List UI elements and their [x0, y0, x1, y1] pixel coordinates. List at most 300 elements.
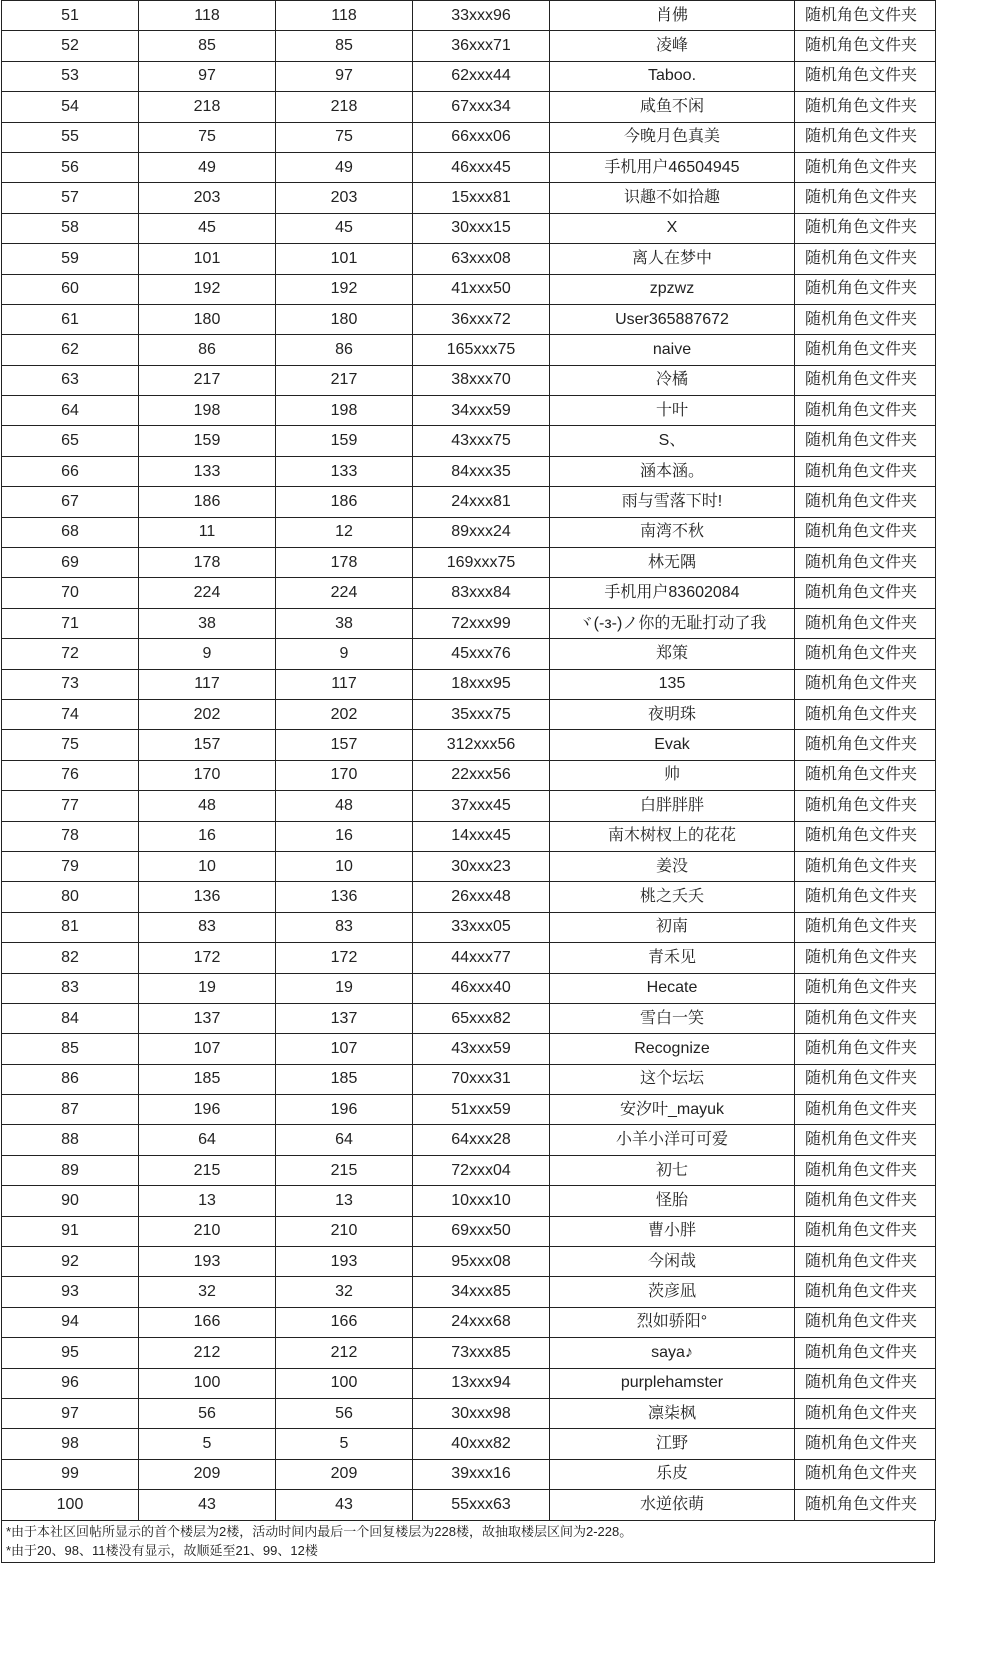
- drawn-number-cell: 75: [139, 122, 276, 152]
- table-row: [2, 274, 936, 304]
- floor-cell: 100: [276, 1368, 413, 1398]
- floor-cell: 13: [276, 1186, 413, 1216]
- nickname-cell: 冷橘: [550, 365, 795, 395]
- table-row: [2, 183, 936, 213]
- table-row: [2, 152, 936, 182]
- floor-cell: 12: [276, 517, 413, 547]
- floor-cell: 224: [276, 578, 413, 608]
- floor-cell: 159: [276, 426, 413, 456]
- user-id-cell: 65xxx82: [413, 1003, 550, 1033]
- floor-cell: 117: [276, 669, 413, 699]
- floor-cell: 218: [276, 92, 413, 122]
- user-id-cell: 62xxx44: [413, 61, 550, 91]
- table-row: [2, 1095, 936, 1125]
- floor-cell: 19: [276, 973, 413, 1003]
- winners-table: [1, 0, 936, 1521]
- prize-cell: 随机角色文件夹: [795, 578, 936, 608]
- floor-cell: 172: [276, 943, 413, 973]
- drawn-number-cell: 107: [139, 1034, 276, 1064]
- user-id-cell: 41xxx50: [413, 274, 550, 304]
- index-cell: 62: [2, 335, 139, 365]
- drawn-number-cell: 56: [139, 1398, 276, 1428]
- user-id-cell: 13xxx94: [413, 1368, 550, 1398]
- nickname-cell: 手机用户83602084: [550, 578, 795, 608]
- nickname-cell: 南木树杈上的花花: [550, 821, 795, 851]
- drawn-number-cell: 43: [139, 1490, 276, 1520]
- nickname-cell: 小羊小洋可可爱: [550, 1125, 795, 1155]
- nickname-cell: 江野: [550, 1429, 795, 1459]
- nickname-cell: Taboo.: [550, 61, 795, 91]
- prize-cell: 随机角色文件夹: [795, 487, 936, 517]
- prize-cell: 随机角色文件夹: [795, 912, 936, 942]
- table-row: [2, 1034, 936, 1064]
- drawn-number-cell: 202: [139, 699, 276, 729]
- user-id-cell: 26xxx48: [413, 882, 550, 912]
- floor-cell: 203: [276, 183, 413, 213]
- index-cell: 56: [2, 152, 139, 182]
- index-cell: 69: [2, 548, 139, 578]
- floor-cell: 136: [276, 882, 413, 912]
- index-cell: 65: [2, 426, 139, 456]
- index-cell: 72: [2, 639, 139, 669]
- drawn-number-cell: 178: [139, 548, 276, 578]
- index-cell: 51: [2, 1, 139, 31]
- prize-cell: 随机角色文件夹: [795, 61, 936, 91]
- nickname-cell: Recognize: [550, 1034, 795, 1064]
- floor-cell: 192: [276, 274, 413, 304]
- user-id-cell: 73xxx85: [413, 1338, 550, 1368]
- nickname-cell: 今晚月色真美: [550, 122, 795, 152]
- index-cell: 98: [2, 1429, 139, 1459]
- drawn-number-cell: 203: [139, 183, 276, 213]
- drawn-number-cell: 159: [139, 426, 276, 456]
- index-cell: 82: [2, 943, 139, 973]
- index-cell: 89: [2, 1155, 139, 1185]
- floor-cell: 107: [276, 1034, 413, 1064]
- nickname-cell: 雨与雪落下时!: [550, 487, 795, 517]
- index-cell: 54: [2, 92, 139, 122]
- prize-cell: 随机角色文件夹: [795, 1247, 936, 1277]
- drawn-number-cell: 212: [139, 1338, 276, 1368]
- index-cell: 83: [2, 973, 139, 1003]
- nickname-cell: 凛柒枫: [550, 1398, 795, 1428]
- nickname-cell: 离人在梦中: [550, 244, 795, 274]
- drawn-number-cell: 118: [139, 1, 276, 31]
- drawn-number-cell: 13: [139, 1186, 276, 1216]
- nickname-cell: S、: [550, 426, 795, 456]
- table-row: [2, 31, 936, 61]
- user-id-cell: 72xxx04: [413, 1155, 550, 1185]
- drawn-number-cell: 48: [139, 791, 276, 821]
- floor-cell: 5: [276, 1429, 413, 1459]
- prize-cell: 随机角色文件夹: [795, 1429, 936, 1459]
- floor-cell: 64: [276, 1125, 413, 1155]
- user-id-cell: 43xxx59: [413, 1034, 550, 1064]
- index-cell: 90: [2, 1186, 139, 1216]
- user-id-cell: 46xxx45: [413, 152, 550, 182]
- floor-cell: 166: [276, 1307, 413, 1337]
- user-id-cell: 36xxx71: [413, 31, 550, 61]
- floor-cell: 170: [276, 760, 413, 790]
- user-id-cell: 95xxx08: [413, 1247, 550, 1277]
- table-row: [2, 1368, 936, 1398]
- table-row: [2, 851, 936, 881]
- index-cell: 68: [2, 517, 139, 547]
- user-id-cell: 30xxx15: [413, 213, 550, 243]
- nickname-cell: 135: [550, 669, 795, 699]
- user-id-cell: 45xxx76: [413, 639, 550, 669]
- table-row: [2, 1429, 936, 1459]
- index-cell: 96: [2, 1368, 139, 1398]
- floor-cell: 85: [276, 31, 413, 61]
- prize-cell: 随机角色文件夹: [795, 1, 936, 31]
- index-cell: 74: [2, 699, 139, 729]
- drawn-number-cell: 11: [139, 517, 276, 547]
- user-id-cell: 69xxx50: [413, 1216, 550, 1246]
- floor-cell: 180: [276, 304, 413, 334]
- table-row: [2, 669, 936, 699]
- index-cell: 92: [2, 1247, 139, 1277]
- user-id-cell: 55xxx63: [413, 1490, 550, 1520]
- index-cell: 86: [2, 1064, 139, 1094]
- notes-box: [1, 1521, 935, 1563]
- drawn-number-cell: 85: [139, 31, 276, 61]
- floor-cell: 43: [276, 1490, 413, 1520]
- table-row: [2, 912, 936, 942]
- table-row: [2, 92, 936, 122]
- nickname-cell: 安汐叶_mayuk: [550, 1095, 795, 1125]
- prize-cell: 随机角色文件夹: [795, 152, 936, 182]
- drawn-number-cell: 196: [139, 1095, 276, 1125]
- drawn-number-cell: 166: [139, 1307, 276, 1337]
- floor-cell: 133: [276, 456, 413, 486]
- index-cell: 55: [2, 122, 139, 152]
- index-cell: 78: [2, 821, 139, 851]
- prize-cell: 随机角色文件夹: [795, 426, 936, 456]
- prize-cell: 随机角色文件夹: [795, 1095, 936, 1125]
- drawn-number-cell: 16: [139, 821, 276, 851]
- floor-cell: 209: [276, 1459, 413, 1489]
- index-cell: 93: [2, 1277, 139, 1307]
- prize-cell: 随机角色文件夹: [795, 1368, 936, 1398]
- prize-cell: 随机角色文件夹: [795, 548, 936, 578]
- nickname-cell: 郑策: [550, 639, 795, 669]
- floor-cell: 215: [276, 1155, 413, 1185]
- index-cell: 94: [2, 1307, 139, 1337]
- floor-cell: 38: [276, 608, 413, 638]
- prize-cell: 随机角色文件夹: [795, 1186, 936, 1216]
- index-cell: 52: [2, 31, 139, 61]
- prize-cell: 随机角色文件夹: [795, 791, 936, 821]
- drawn-number-cell: 170: [139, 760, 276, 790]
- prize-cell: 随机角色文件夹: [795, 821, 936, 851]
- nickname-cell: zpzwz: [550, 274, 795, 304]
- nickname-cell: 水逆依萌: [550, 1490, 795, 1520]
- user-id-cell: 30xxx98: [413, 1398, 550, 1428]
- floor-cell: 86: [276, 335, 413, 365]
- index-cell: 73: [2, 669, 139, 699]
- nickname-cell: saya♪: [550, 1338, 795, 1368]
- user-id-cell: 67xxx34: [413, 92, 550, 122]
- table-row: [2, 1125, 936, 1155]
- nickname-cell: naive: [550, 335, 795, 365]
- user-id-cell: 64xxx28: [413, 1125, 550, 1155]
- table-row: [2, 1, 936, 31]
- index-cell: 100: [2, 1490, 139, 1520]
- table-row: [2, 1216, 936, 1246]
- prize-cell: 随机角色文件夹: [795, 244, 936, 274]
- index-cell: 76: [2, 760, 139, 790]
- drawn-number-cell: 9: [139, 639, 276, 669]
- floor-cell: 178: [276, 548, 413, 578]
- drawn-number-cell: 193: [139, 1247, 276, 1277]
- prize-cell: 随机角色文件夹: [795, 1155, 936, 1185]
- prize-cell: 随机角色文件夹: [795, 943, 936, 973]
- table-row: [2, 882, 936, 912]
- user-id-cell: 15xxx81: [413, 183, 550, 213]
- drawn-number-cell: 101: [139, 244, 276, 274]
- table-row: [2, 973, 936, 1003]
- drawn-number-cell: 86: [139, 335, 276, 365]
- nickname-cell: 白胖胖胖: [550, 791, 795, 821]
- floor-cell: 83: [276, 912, 413, 942]
- table-row: [2, 244, 936, 274]
- table-row: [2, 1398, 936, 1428]
- table-row: [2, 1155, 936, 1185]
- table-row: [2, 943, 936, 973]
- nickname-cell: 识趣不如拾趣: [550, 183, 795, 213]
- user-id-cell: 89xxx24: [413, 517, 550, 547]
- index-cell: 53: [2, 61, 139, 91]
- winners-sheet: [1, 0, 935, 1563]
- floor-cell: 198: [276, 396, 413, 426]
- index-cell: 81: [2, 912, 139, 942]
- prize-cell: 随机角色文件夹: [795, 973, 936, 1003]
- user-id-cell: 70xxx31: [413, 1064, 550, 1094]
- user-id-cell: 83xxx84: [413, 578, 550, 608]
- prize-cell: 随机角色文件夹: [795, 304, 936, 334]
- prize-cell: 随机角色文件夹: [795, 760, 936, 790]
- drawn-number-cell: 172: [139, 943, 276, 973]
- table-row: [2, 791, 936, 821]
- prize-cell: 随机角色文件夹: [795, 1459, 936, 1489]
- table-row: [2, 1459, 936, 1489]
- nickname-cell: User365887672: [550, 304, 795, 334]
- nickname-cell: 咸鱼不闲: [550, 92, 795, 122]
- floor-cell: 101: [276, 244, 413, 274]
- drawn-number-cell: 136: [139, 882, 276, 912]
- index-cell: 58: [2, 213, 139, 243]
- table-row: [2, 548, 936, 578]
- floor-cell: 210: [276, 1216, 413, 1246]
- drawn-number-cell: 64: [139, 1125, 276, 1155]
- user-id-cell: 24xxx81: [413, 487, 550, 517]
- drawn-number-cell: 133: [139, 456, 276, 486]
- prize-cell: 随机角色文件夹: [795, 1490, 936, 1520]
- nickname-cell: 今闲哉: [550, 1247, 795, 1277]
- index-cell: 87: [2, 1095, 139, 1125]
- prize-cell: 随机角色文件夹: [795, 639, 936, 669]
- floor-cell: 75: [276, 122, 413, 152]
- user-id-cell: 14xxx45: [413, 821, 550, 851]
- user-id-cell: 34xxx59: [413, 396, 550, 426]
- nickname-cell: 涵本涵。: [550, 456, 795, 486]
- winners-table-body: [2, 1, 936, 1521]
- user-id-cell: 72xxx99: [413, 608, 550, 638]
- index-cell: 77: [2, 791, 139, 821]
- user-id-cell: 34xxx85: [413, 1277, 550, 1307]
- prize-cell: 随机角色文件夹: [795, 183, 936, 213]
- index-cell: 61: [2, 304, 139, 334]
- index-cell: 85: [2, 1034, 139, 1064]
- floor-cell: 32: [276, 1277, 413, 1307]
- index-cell: 60: [2, 274, 139, 304]
- prize-cell: 随机角色文件夹: [795, 882, 936, 912]
- nickname-cell: 怪胎: [550, 1186, 795, 1216]
- table-row: [2, 699, 936, 729]
- index-cell: 66: [2, 456, 139, 486]
- floor-cell: 212: [276, 1338, 413, 1368]
- floor-cell: 56: [276, 1398, 413, 1428]
- floor-cell: 217: [276, 365, 413, 395]
- table-row: [2, 487, 936, 517]
- drawn-number-cell: 83: [139, 912, 276, 942]
- nickname-cell: ヾ(-з-)ノ你的无耻打动了我: [550, 608, 795, 638]
- nickname-cell: 肖佛: [550, 1, 795, 31]
- drawn-number-cell: 186: [139, 487, 276, 517]
- prize-cell: 随机角色文件夹: [795, 31, 936, 61]
- index-cell: 95: [2, 1338, 139, 1368]
- user-id-cell: 84xxx35: [413, 456, 550, 486]
- table-row: [2, 1338, 936, 1368]
- floor-cell: 10: [276, 851, 413, 881]
- prize-cell: 随机角色文件夹: [795, 1125, 936, 1155]
- user-id-cell: 39xxx16: [413, 1459, 550, 1489]
- nickname-cell: 林无隅: [550, 548, 795, 578]
- user-id-cell: 33xxx96: [413, 1, 550, 31]
- user-id-cell: 66xxx06: [413, 122, 550, 152]
- table-row: [2, 426, 936, 456]
- nickname-cell: 凌峰: [550, 31, 795, 61]
- nickname-cell: 雪白一笑: [550, 1003, 795, 1033]
- drawn-number-cell: 180: [139, 304, 276, 334]
- prize-cell: 随机角色文件夹: [795, 365, 936, 395]
- nickname-cell: 南湾不秋: [550, 517, 795, 547]
- nickname-cell: 茨彦凪: [550, 1277, 795, 1307]
- prize-cell: 随机角色文件夹: [795, 1034, 936, 1064]
- user-id-cell: 312xxx56: [413, 730, 550, 760]
- prize-cell: 随机角色文件夹: [795, 1398, 936, 1428]
- prize-cell: 随机角色文件夹: [795, 396, 936, 426]
- drawn-number-cell: 19: [139, 973, 276, 1003]
- drawn-number-cell: 192: [139, 274, 276, 304]
- index-cell: 79: [2, 851, 139, 881]
- floor-cell: 185: [276, 1064, 413, 1094]
- index-cell: 80: [2, 882, 139, 912]
- note-floor-range: *由于本社区回帖所显示的首个楼层为2楼，活动时间内最后一个回复楼层为228楼，故抽取楼层区间为2-228。: [6, 1523, 633, 1539]
- prize-cell: 随机角色文件夹: [795, 699, 936, 729]
- nickname-cell: Evak: [550, 730, 795, 760]
- drawn-number-cell: 32: [139, 1277, 276, 1307]
- floor-cell: 157: [276, 730, 413, 760]
- nickname-cell: 桃之夭夭: [550, 882, 795, 912]
- prize-cell: 随机角色文件夹: [795, 1216, 936, 1246]
- drawn-number-cell: 117: [139, 669, 276, 699]
- user-id-cell: 165xxx75: [413, 335, 550, 365]
- index-cell: 75: [2, 730, 139, 760]
- nickname-cell: purplehamster: [550, 1368, 795, 1398]
- user-id-cell: 38xxx70: [413, 365, 550, 395]
- drawn-number-cell: 185: [139, 1064, 276, 1094]
- table-row: [2, 61, 936, 91]
- nickname-cell: Hecate: [550, 973, 795, 1003]
- index-cell: 88: [2, 1125, 139, 1155]
- prize-cell: 随机角色文件夹: [795, 456, 936, 486]
- prize-cell: 随机角色文件夹: [795, 1277, 936, 1307]
- table-row: [2, 335, 936, 365]
- index-cell: 70: [2, 578, 139, 608]
- nickname-cell: 烈如骄阳°: [550, 1307, 795, 1337]
- note-floor-shift: *由于20、98、11楼没有显示，故顺延至21、99、12楼: [6, 1542, 318, 1558]
- floor-cell: 196: [276, 1095, 413, 1125]
- prize-cell: 随机角色文件夹: [795, 517, 936, 547]
- drawn-number-cell: 218: [139, 92, 276, 122]
- drawn-number-cell: 45: [139, 213, 276, 243]
- table-row: [2, 639, 936, 669]
- nickname-cell: 曹小胖: [550, 1216, 795, 1246]
- prize-cell: 随机角色文件夹: [795, 1064, 936, 1094]
- drawn-number-cell: 217: [139, 365, 276, 395]
- table-row: [2, 821, 936, 851]
- nickname-cell: 手机用户46504945: [550, 152, 795, 182]
- user-id-cell: 24xxx68: [413, 1307, 550, 1337]
- prize-cell: 随机角色文件夹: [795, 1338, 936, 1368]
- nickname-cell: 乐皮: [550, 1459, 795, 1489]
- table-row: [2, 517, 936, 547]
- user-id-cell: 51xxx59: [413, 1095, 550, 1125]
- prize-cell: 随机角色文件夹: [795, 92, 936, 122]
- user-id-cell: 63xxx08: [413, 244, 550, 274]
- index-cell: 64: [2, 396, 139, 426]
- user-id-cell: 40xxx82: [413, 1429, 550, 1459]
- drawn-number-cell: 157: [139, 730, 276, 760]
- index-cell: 84: [2, 1003, 139, 1033]
- table-row: [2, 578, 936, 608]
- floor-cell: 9: [276, 639, 413, 669]
- drawn-number-cell: 209: [139, 1459, 276, 1489]
- floor-cell: 137: [276, 1003, 413, 1033]
- drawn-number-cell: 38: [139, 608, 276, 638]
- user-id-cell: 169xxx75: [413, 548, 550, 578]
- nickname-cell: 帅: [550, 760, 795, 790]
- index-cell: 63: [2, 365, 139, 395]
- index-cell: 97: [2, 1398, 139, 1428]
- nickname-cell: 青禾见: [550, 943, 795, 973]
- nickname-cell: 夜明珠: [550, 699, 795, 729]
- prize-cell: 随机角色文件夹: [795, 122, 936, 152]
- drawn-number-cell: 224: [139, 578, 276, 608]
- table-row: [2, 730, 936, 760]
- table-row: [2, 213, 936, 243]
- index-cell: 59: [2, 244, 139, 274]
- table-row: [2, 396, 936, 426]
- drawn-number-cell: 49: [139, 152, 276, 182]
- user-id-cell: 18xxx95: [413, 669, 550, 699]
- index-cell: 67: [2, 487, 139, 517]
- index-cell: 91: [2, 1216, 139, 1246]
- drawn-number-cell: 137: [139, 1003, 276, 1033]
- user-id-cell: 35xxx75: [413, 699, 550, 729]
